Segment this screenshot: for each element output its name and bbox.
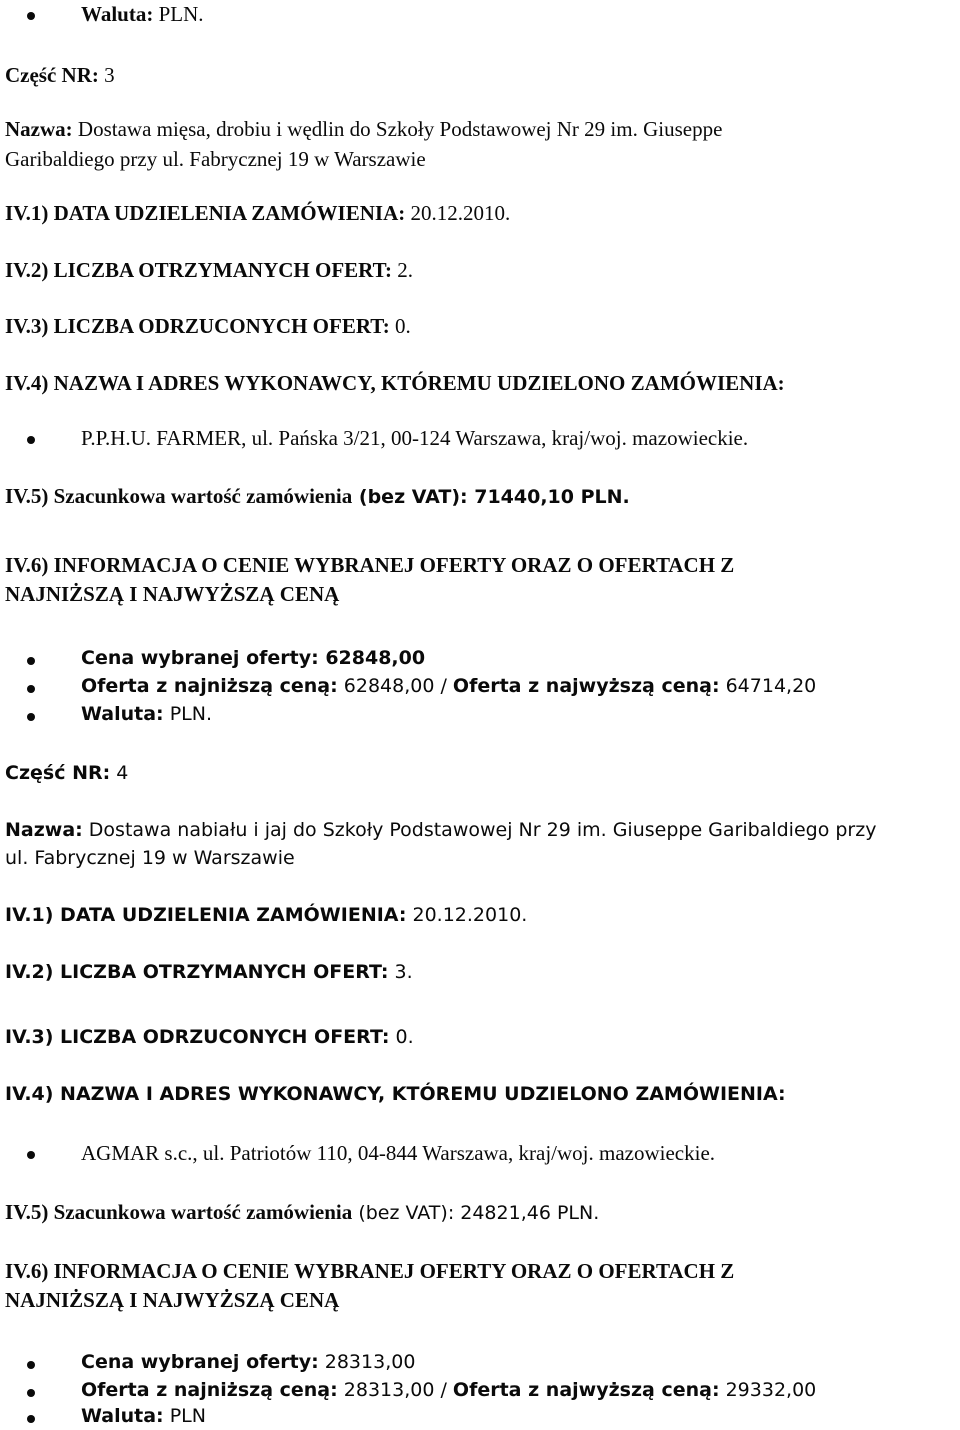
part-title-label: Część NR: [5,762,111,784]
part3-iv6-line2: NAJNIŻSZĄ I NAJWYŻSZĄ CENĄ [5,582,340,606]
bullet-icon [27,1415,35,1423]
high-value: 64714,20 [719,675,817,697]
part4-title [5,758,128,786]
part4-iv1 [5,901,527,929]
waluta-label: Waluta: [81,1405,164,1427]
iv3-value: 0. [389,314,411,338]
top-waluta-line [81,0,204,28]
part4-cena [81,1347,415,1375]
waluta-value: PLN. [163,703,212,725]
bullet-icon [27,713,35,721]
nazwa-value: Dostawa mięsa, drobiu i wędlin do Szkoły Podstawowej Nr 29 im. Giuseppe [72,117,723,141]
part4-iv6-line1: IV.6) INFORMACJA O CENIE WYBRANEJ OFERTY ORAZ O OFERTACH Z [5,1259,735,1283]
part4-iv3 [5,1023,414,1051]
nazwa-label: Nazwa: [5,819,83,841]
low-value: 28313,00 / [337,1379,453,1401]
part3-waluta [81,699,212,727]
iv3-label: IV.3) LICZBA ODRZUCONYCH OFERT: [5,314,390,338]
iv5-value: (bez VAT): 24821,46 PLN. [352,1202,600,1224]
iv1-value: 20.12.2010. [405,201,511,225]
low-label: Oferta z najniższą ceną: [81,1379,338,1401]
iv3-value: 0. [389,1026,414,1048]
part3-iv1 [5,199,510,227]
low-value: 62848,00 / [337,675,453,697]
part4-oferty [81,1375,816,1403]
part-title-value: 3 [98,63,115,87]
nazwa-label: Nazwa: [5,117,73,141]
iv2-value: 2. [392,258,414,282]
iv5-value: (bez VAT): 71440,10 PLN. [352,486,630,508]
bullet-icon [27,1389,35,1397]
iv2-value: 3. [388,961,413,983]
part3-iv2 [5,256,413,284]
low-label: Oferta z najniższą ceną: [81,675,338,697]
part3-nazwa-line1 [5,115,722,143]
part3-nazwa-line2: Garibaldiego przy ul. Fabrycznej 19 w Warszawie [5,147,426,171]
iv3-label: IV.3) LICZBA ODRZUCONYCH OFERT: [5,1026,390,1048]
iv2-label: IV.2) LICZBA OTRZYMANYCH OFERT: [5,961,389,983]
waluta-label: Waluta: [81,703,164,725]
cena-value: 62848,00 [318,647,426,669]
iv1-value: 20.12.2010. [406,904,528,926]
nazwa-value: Dostawa nabiału i jaj do Szkoły Podstawowej Nr 29 im. Giuseppe Garibaldiego przy [82,819,877,841]
bullet-icon [27,1361,35,1369]
part3-title [5,61,115,89]
iv5-label: IV.5) Szacunkowa wartość zamówienia [5,484,353,508]
waluta-value: PLN [163,1405,206,1427]
part3-iv4: IV.4) NAZWA I ADRES WYKONAWCY, KTÓREMU UDZIELONO ZAMÓWIENIA: [5,371,785,395]
iv2-label: IV.2) LICZBA OTRZYMANYCH OFERT: [5,258,393,282]
part-title-label: Część NR: [5,63,99,87]
iv1-label: IV.1) DATA UDZIELENIA ZAMÓWIENIA: [5,201,406,225]
part4-iv6-line2: NAJNIŻSZĄ I NAJWYŻSZĄ CENĄ [5,1288,340,1312]
high-label: Oferta z najwyższą ceną: [452,675,720,697]
bullet-icon [27,657,35,665]
bullet-icon [27,1151,35,1159]
part3-contractor: P.P.H.U. FARMER, ul. Pańska 3/21, 00-124 Warszawa, kraj/woj. mazowieckie. [81,426,749,450]
bullet-icon [27,685,35,693]
part4-waluta [81,1401,206,1429]
part3-iv3 [5,312,411,340]
part3-iv5 [5,482,630,510]
high-value: 29332,00 [719,1379,817,1401]
part3-iv6-line1: IV.6) INFORMACJA O CENIE WYBRANEJ OFERTY ORAZ O OFERTACH Z [5,553,735,577]
high-label: Oferta z najwyższą ceną: [452,1379,720,1401]
cena-value: 28313,00 [318,1351,416,1373]
bullet-icon [27,12,35,20]
part3-oferty [81,671,816,699]
part4-nazwa-line1 [5,815,876,843]
part4-iv5 [5,1198,599,1226]
iv1-label: IV.1) DATA UDZIELENIA ZAMÓWIENIA: [5,904,407,926]
bullet-icon [27,436,35,444]
waluta-label: Waluta: [81,2,154,26]
part-title-value: 4 [110,762,129,784]
waluta-value: PLN. [153,2,204,26]
iv5-label: IV.5) Szacunkowa wartość zamówienia [5,1200,353,1224]
part3-cena [81,643,425,671]
cena-label: Cena wybranej oferty: [81,1351,319,1373]
part4-iv2 [5,958,413,986]
part4-iv4: IV.4) NAZWA I ADRES WYKONAWCY, KTÓREMU UDZIELONO ZAMÓWIENIA: [5,1083,786,1105]
part4-nazwa-line2: ul. Fabrycznej 19 w Warszawie [5,847,295,869]
cena-label: Cena wybranej oferty: [81,647,319,669]
part4-contractor: AGMAR s.c., ul. Patriotów 110, 04-844 Warszawa, kraj/woj. mazowieckie. [81,1141,716,1165]
